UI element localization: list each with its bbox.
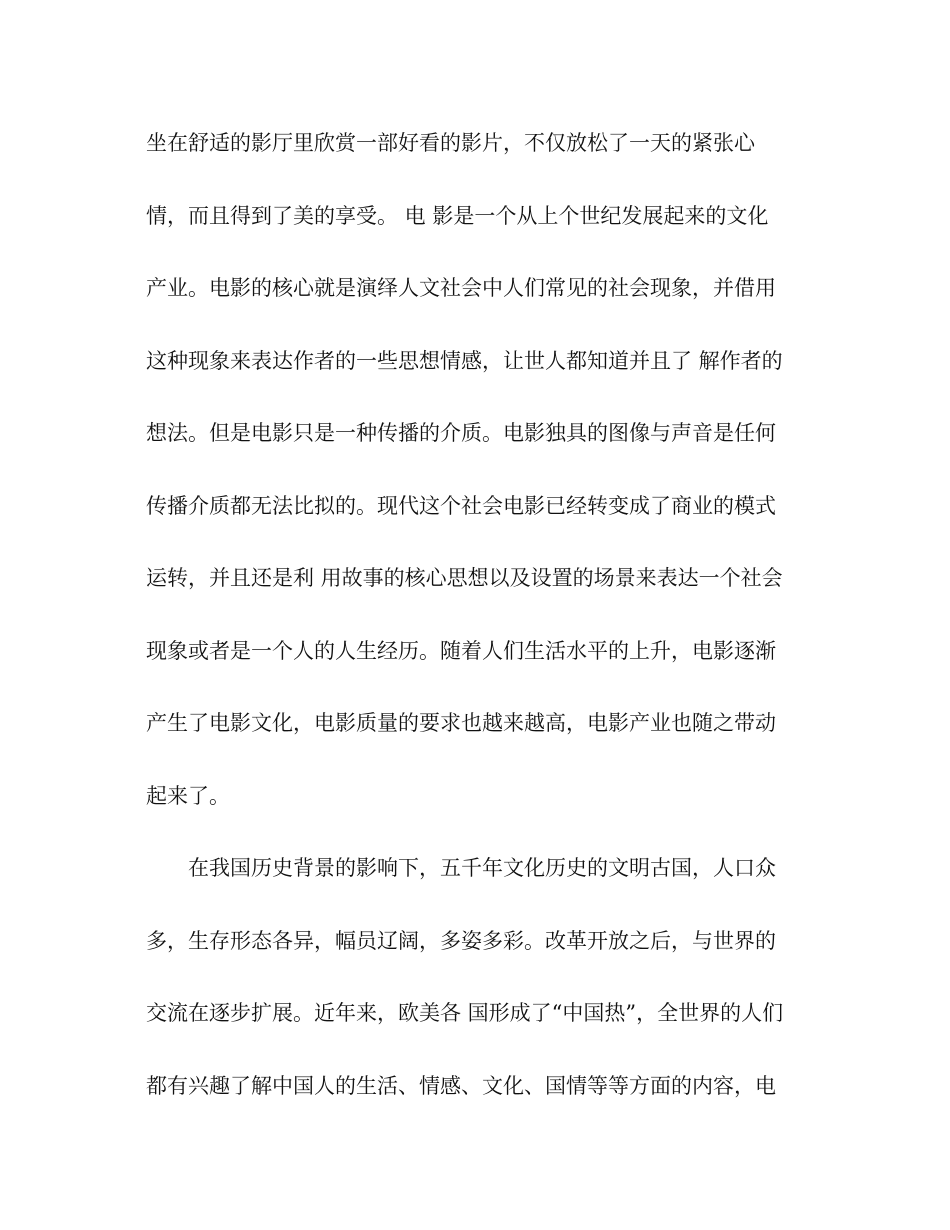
text-line: 产业。电影的核心就是演绎人文社会中人们常见的社会现象，并借用: [146, 276, 776, 300]
text-line: 现象或者是一个人的人生经历。随着人们生活水平的上升，电影逐渐: [146, 638, 776, 663]
text-line: 这种现象来表达作者的一些思想情感，让世人都知道并且了 解作者的: [146, 348, 783, 373]
text-line: 想法。但是电影只是一种传播的介质。电影独具的图像与声音是任何: [146, 421, 776, 445]
text-line: 情，而且得到了美的享受。 电 影是一个从上个世纪发展起来的文化: [146, 203, 769, 228]
text-line: 交流在逐步扩展。近年来，欧美各 国形成了“中国热”，全世界的人们: [146, 1001, 784, 1025]
text-line: 都有兴趣了解中国人的生活、情感、文化、国情等等方面的内容，电: [146, 1073, 776, 1098]
paragraph-first-line: 在我国历史背景的影响下，五千年文化历史的文明古国，人口众: [188, 856, 776, 880]
text-line: 多，生存形态各异，幅员辽阔，多姿多彩。改革开放之后，与世界的: [146, 928, 776, 953]
body-text: [146, 123, 816, 1138]
text-line: 坐在舒适的影厅里欣赏一部好看的影片，不仅放松了一天的紧张心: [146, 131, 755, 155]
text-line: 产生了电影文化，电影质量的要求也越来越高，电影产业也随之带动: [146, 711, 776, 735]
text-line: 起来了。: [146, 783, 230, 808]
text-line: 运转，并且还是利 用故事的核心思想以及设置的场景来表达一个社会: [146, 566, 783, 590]
text-line: 传播介质都无法比拟的。现代这个社会电影已经转变成了商业的模式: [146, 493, 776, 518]
